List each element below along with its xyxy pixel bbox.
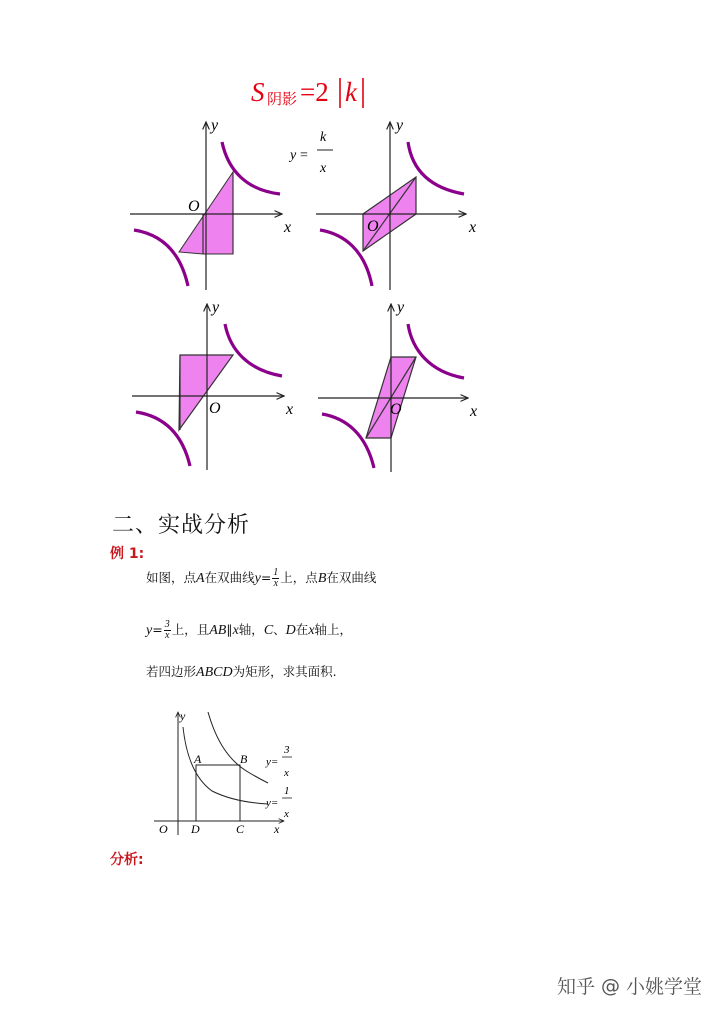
y-label: y — [212, 299, 220, 316]
lower-curve-label — [265, 785, 292, 820]
y-label: y — [211, 117, 219, 134]
point-d-label: D — [191, 822, 200, 836]
svg-text:1: 1 — [284, 785, 290, 797]
svg-text:k: k — [320, 130, 327, 145]
hyperbola-branch — [225, 324, 282, 376]
upper-curve-label — [265, 744, 292, 779]
svg-text:x: x — [320, 161, 327, 176]
origin-label: O — [390, 401, 402, 418]
formula-k: k — [345, 77, 357, 107]
curve-equation — [288, 130, 333, 176]
problem-line-1: 如图，点A在双曲线y= $\frac{1}{x}$ 上，点B在双曲线 — [146, 567, 377, 589]
rectangle-abcd — [196, 765, 240, 821]
svg-text:x: x — [284, 767, 289, 779]
svg-text:3: 3 — [284, 744, 290, 756]
point-c-label: C — [236, 822, 245, 836]
point-b-label: B — [240, 752, 248, 766]
problem-line-3: 若四边形ABCD为矩形，求其面积. — [146, 664, 337, 680]
example-figure — [150, 700, 320, 845]
watermark — [557, 972, 702, 999]
graph-4 — [318, 299, 477, 472]
origin-label: O — [209, 400, 221, 417]
watermark-author: 小姚学堂 — [625, 976, 702, 998]
fraction: $\frac{1}{x}$ — [273, 567, 279, 589]
graph-2 — [316, 117, 476, 290]
hyperbola-branch — [408, 324, 464, 378]
hyperbola-branch — [322, 414, 374, 468]
x-label: x — [469, 219, 477, 236]
formula-equals: =2 — [300, 77, 329, 107]
y-label: y — [397, 299, 405, 316]
example-label: 例 1: — [110, 546, 145, 562]
x-axis-label: x — [274, 822, 280, 836]
svg-text:y: y — [290, 148, 297, 163]
hyperbola-branch — [134, 230, 188, 286]
analysis-label: 分析: — [110, 852, 144, 868]
formula-subscript: 阴影 — [267, 92, 298, 108]
origin-label: O — [367, 218, 379, 235]
section-heading: 二、实战分析 — [112, 513, 251, 538]
formula-s: S — [251, 77, 265, 107]
x-label: x — [284, 219, 292, 236]
problem-line-2: y= $\frac{3}{x}$ 上，且AB∥x轴，C、D在x轴上， — [146, 619, 353, 641]
svg-text:x: x — [284, 808, 289, 820]
svg-text:y=: y= — [266, 797, 279, 809]
watermark-at: @ — [600, 974, 620, 997]
svg-text:=: = — [300, 148, 308, 163]
y-label: y — [396, 117, 404, 134]
curve-3-over-x — [208, 712, 268, 783]
watermark-brand: 知乎 — [556, 976, 595, 998]
y-axis-label: y — [180, 709, 186, 723]
x-label: x — [470, 403, 478, 420]
point-a-label: A — [194, 752, 202, 766]
x-label: x — [286, 401, 294, 418]
fraction: $\frac{3}{x}$ — [164, 619, 170, 641]
origin-label: O — [159, 822, 168, 836]
graph-3 — [132, 299, 293, 470]
graph-1 — [130, 117, 291, 290]
svg-text:y=: y= — [266, 756, 279, 768]
origin-label: O — [188, 198, 200, 215]
shaded-triangle — [179, 355, 233, 430]
hyperbola-graphs — [0, 110, 720, 490]
